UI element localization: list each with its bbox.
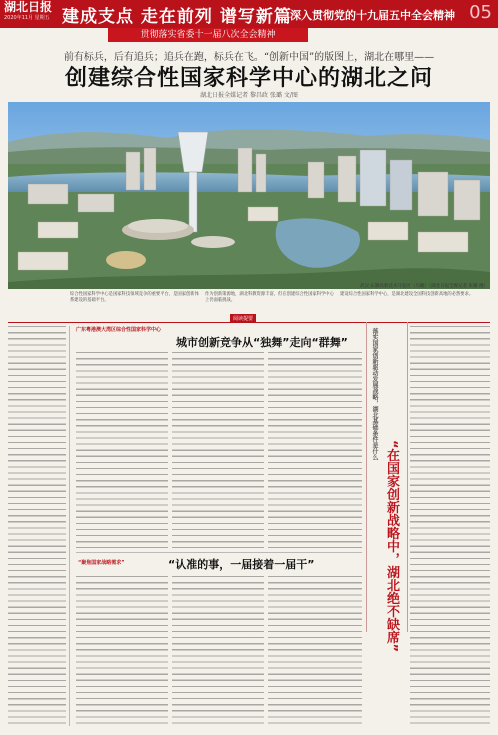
- text-column-3a: [172, 352, 264, 548]
- text-column-1: [8, 326, 66, 726]
- section2-kicker: “聚焦国家战略需求”: [78, 560, 125, 566]
- text-column-2a: [76, 352, 168, 548]
- page-number: 05: [469, 2, 492, 23]
- section1-title: 城市创新竞争从“独舞”走向“群舞”: [176, 336, 348, 349]
- aerial-photo: [8, 102, 490, 289]
- logo-text: 湖北日报: [4, 0, 53, 14]
- aerial-photo-illustration: [8, 102, 490, 289]
- text-column-4b: [268, 576, 362, 726]
- text-column-3b: [172, 576, 264, 726]
- summary-left: 综合性国家科学中心是国家科技领域竞争的重要平台，是国家创新体系建设的基础平台。: [70, 292, 199, 303]
- pull-quote-headline: “在国家创新战略中，湖北绝不缺席”: [384, 440, 399, 653]
- section2-title: “认准的事，一届接着一届干”: [168, 558, 315, 571]
- banner-theme: 深入贯彻党的十九届五中全会精神: [290, 9, 455, 22]
- text-column-6: [410, 326, 490, 726]
- issue-date: 2020年11月 星期五: [4, 15, 50, 21]
- newspaper-logo: [4, 2, 54, 26]
- summary-middle: 作为创新策源地，湖北科教资源丰富，但在创建综合性国家科学中心上仍面临挑战。: [205, 292, 334, 303]
- article-byline: 湖北日报全媒记者 黎昌政 张璐 文/图: [200, 92, 298, 99]
- article-headline: 创建综合性国家科学中心的湖北之问: [64, 66, 433, 91]
- column-rule: [69, 326, 70, 726]
- pull-quote-kicker: 落实国家创新驱动发展战略，湖北基础条件是什么: [371, 328, 378, 460]
- summary-right: 建设综合性国家科学中心，是湖北建设全国科技创新高地的必然要求。: [340, 292, 474, 297]
- text-column-2b: [76, 576, 168, 726]
- article-kicker: 前有标兵，后有追兵；追兵在跑，标兵在飞。“创新中国”的版图上，湖北在哪里——: [63, 52, 435, 63]
- banner-slogan: 建成支点 走在前列 谱写新篇: [62, 7, 292, 27]
- text-column-4a: [268, 352, 362, 548]
- section-divider: [8, 322, 490, 323]
- sub-banner: 贯彻落实省委十一届八次全会精神: [108, 28, 308, 42]
- section1-kicker: 广东粤港澳大湾区综合性国家科学中心: [76, 327, 162, 333]
- photo-caption: 武汉·东湖高新技术开发区（鸟瞰）（湖北日报全媒记者 张璐 摄）: [359, 284, 488, 289]
- summary-label: 阅读提要: [230, 314, 256, 323]
- section-rule: [76, 552, 362, 553]
